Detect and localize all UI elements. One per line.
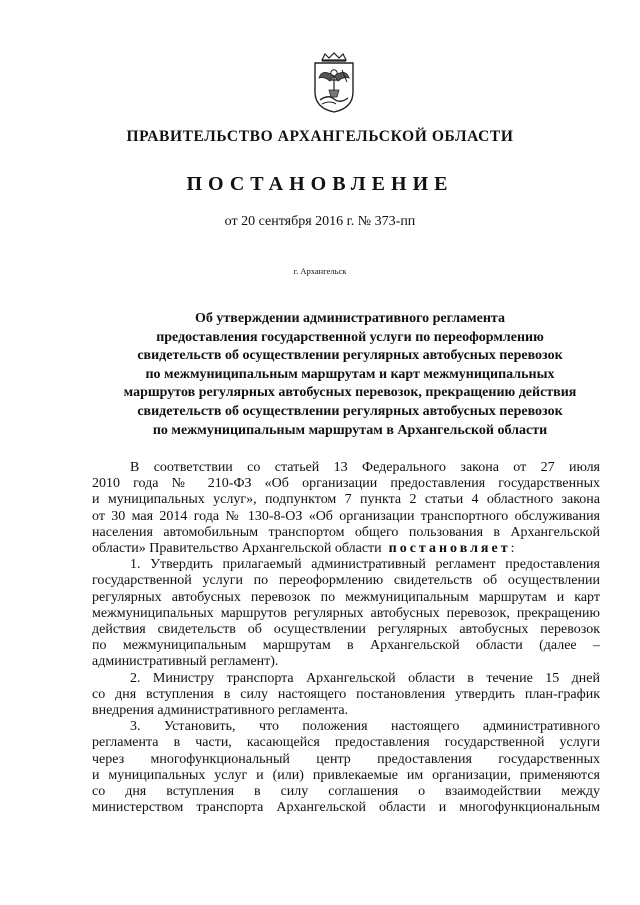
decree-colon: : xyxy=(510,541,515,557)
body-line: 2010 года № 210-ФЗ «Об организации предоставления государственных xyxy=(92,476,600,492)
body-line: 1. Утвердить прилагаемый административный регламент предоставления xyxy=(130,557,600,573)
subject-line: предоставления государственной услуги по переоформлению xyxy=(156,329,544,345)
decree-word: постановляет xyxy=(388,541,511,557)
body-line: министерством транспорта Архангельской области и многофункциональным xyxy=(92,800,600,816)
body-line: В соответствии со статьей 13 Федерального закона от 27 июля xyxy=(130,460,600,475)
body-line-final xyxy=(92,541,600,557)
document-body xyxy=(92,460,600,816)
body-line: от 30 мая 2014 года № 130-8-ОЗ «Об организации транспортного обслуживания xyxy=(92,508,600,524)
government-title: ПРАВИТЕЛЬСТВО АРХАНГЕЛЬСКОЙ ОБЛАСТИ xyxy=(126,128,514,145)
body-line: действия свидетельств об осуществлении регулярных автобусных перевозок xyxy=(92,622,600,638)
document-date-number: от 20 сентября 2016 г. № 373-пп xyxy=(224,214,416,229)
body-line: со дня вступления в силу настоящего постановления утвердить план-график xyxy=(92,686,600,702)
item-2-paragraph xyxy=(92,671,600,720)
body-line: через многофункциональный центр предоставления государственных xyxy=(92,751,600,767)
body-line: 2. Министру транспорта Архангельской области в течение 15 дней xyxy=(130,670,600,686)
body-line: по межмуниципальным маршрутам в Архангельской области (далее – xyxy=(92,638,600,654)
subject-line: свидетельств об осуществлении регулярных автобусных перевозок xyxy=(137,348,563,364)
body-line: регламента в части, касающейся предоставления государственной услуги xyxy=(92,735,600,751)
document-city: г. Архангельск xyxy=(293,266,347,276)
item-1-paragraph xyxy=(92,557,600,670)
body-line: административный регламент). xyxy=(92,654,279,670)
body-line: со дня вступления в силу соглашения о взаимодействии между xyxy=(92,784,600,800)
body-line: регулярных автобусных перевозок по межмуниципальным маршрутам и карт xyxy=(92,589,600,605)
item-3-paragraph xyxy=(92,719,600,816)
body-line: государственной услуги по переоформлению свидетельств об осуществлении xyxy=(92,573,600,589)
preamble-paragraph xyxy=(92,460,600,557)
coat-of-arms-image xyxy=(310,52,358,114)
subject-line: маршрутов регулярных автобусных перевозок, прекращению действия xyxy=(123,385,577,401)
subject-line: по межмуниципальным маршрутам в Архангельской области xyxy=(152,422,548,438)
subject-line: свидетельств об осуществлении регулярных автобусных перевозок xyxy=(137,403,563,419)
body-line: межмуниципальных маршрутов регулярных автобусных перевозок, прекращению xyxy=(92,605,600,621)
subject-line: по межмуниципальным маршрутам и карт межмуниципальных xyxy=(145,366,555,382)
body-line-text: области» Правительство Архангельской области xyxy=(92,541,382,557)
body-line: населения автомобильным транспортом общего пользования в Архангельской xyxy=(92,524,600,540)
document-subject xyxy=(90,310,610,440)
subject-line: Об утверждении административного регламента xyxy=(195,311,505,326)
body-line: и муниципальных услуг и (или) привлекаемые им организации, применяются xyxy=(92,767,600,783)
document-type: ПОСТАНОВЛЕНИЕ xyxy=(186,173,454,195)
body-line: 3. Установить, что положения настоящего административного xyxy=(130,719,600,735)
body-line: и муниципальных услуг», подпунктом 7 пункта 2 статьи 4 областного закона xyxy=(92,492,600,508)
body-line: внедрения административного регламента. xyxy=(92,703,349,719)
coat-of-arms-icon xyxy=(310,52,358,114)
